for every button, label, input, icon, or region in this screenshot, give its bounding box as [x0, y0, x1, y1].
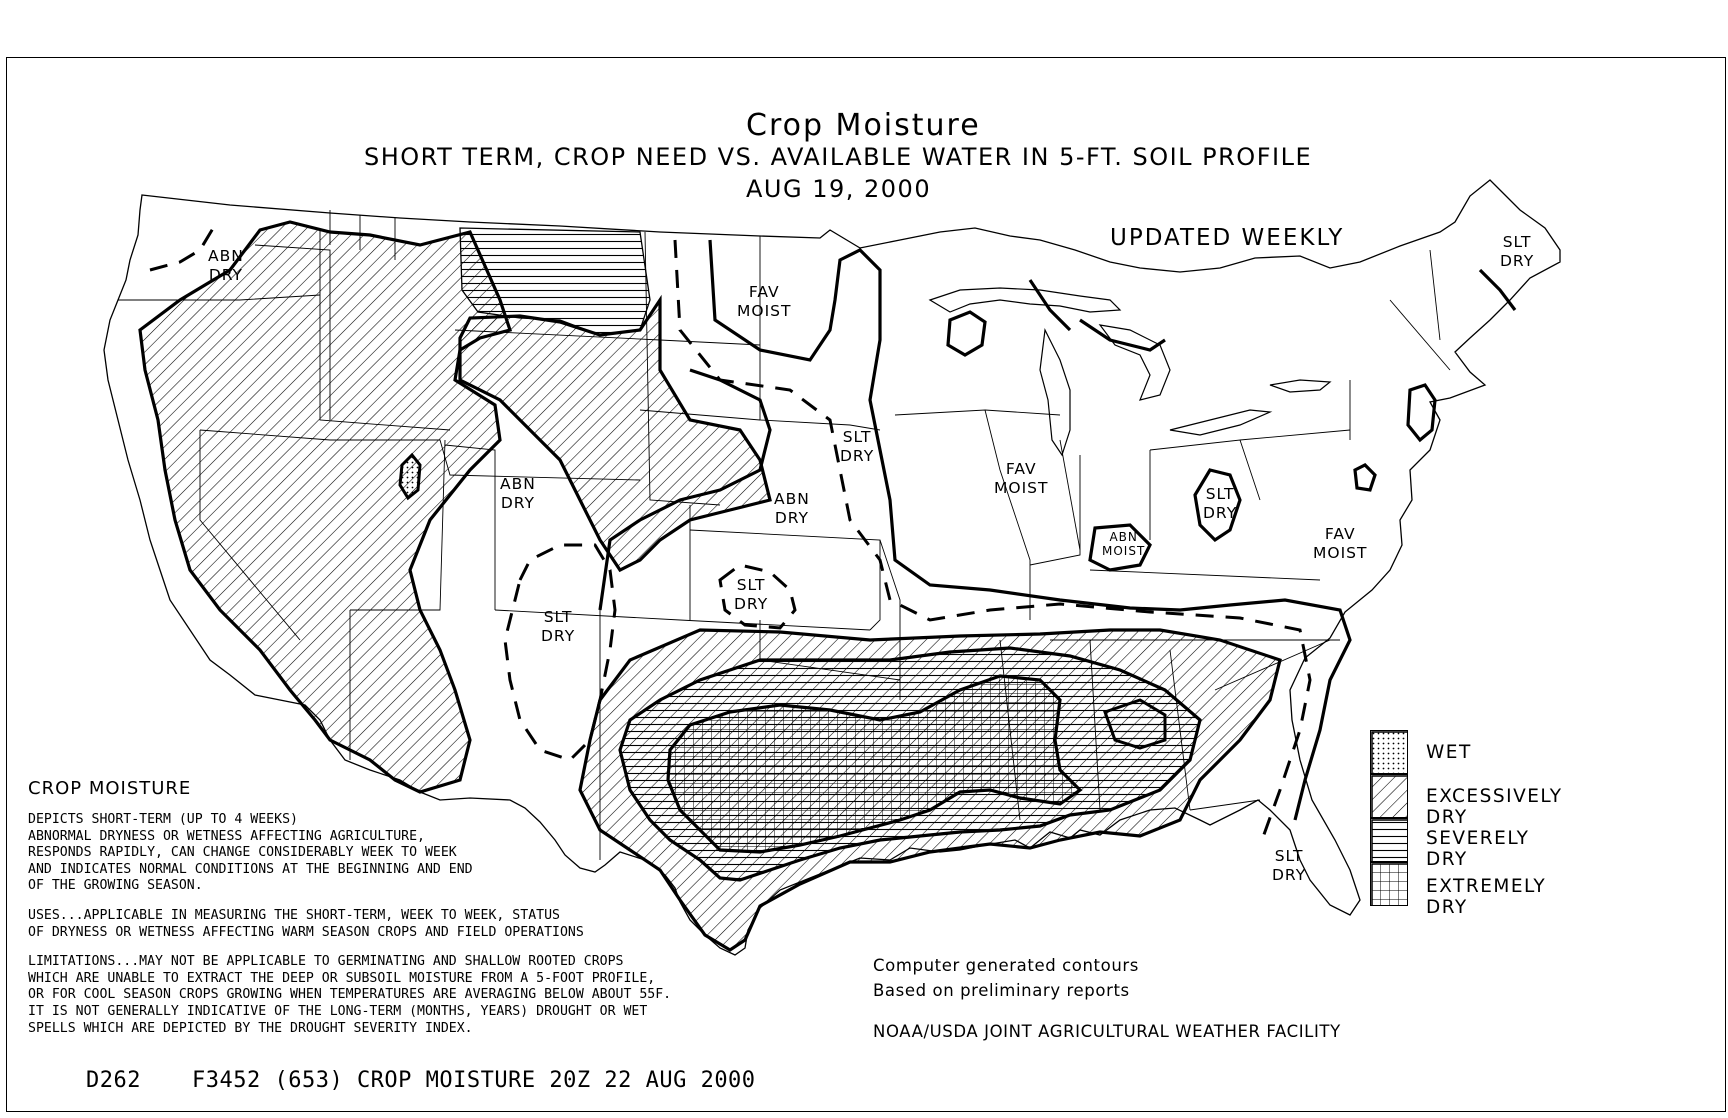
lake-erie — [1170, 410, 1270, 435]
credit-line-1: Computer generated contours — [873, 956, 1139, 975]
notes-limitations: LIMITATIONS...MAY NOT BE APPLICABLE TO GERMINATING AND SHALLOW ROOTED CROPS WHICH ARE UNABLE TO EXTRACT THE DEEP OR SUBSOIL MOISTURE FROM A 5-FOOT PROFILE, OR FOR COOL SEASON CROPS GROWING WHEN TEMPERATURES ARE AVERAGING BELOW ABOUT 55F. IT IS NOT GENERALLY INDICATIVE OF THE LONG-TERM (MONTHS, YEARS) DROUGHT OR WET SPELLS WHICH ARE DEPICTED BY THE DROUGHT SEVERITY INDEX. — [28, 954, 672, 1036]
region-label-fl-slt-dry: SLT DRY — [1272, 847, 1307, 884]
notes-body — [28, 812, 671, 1050]
update-note: UPDATED WEEKLY — [1110, 225, 1345, 251]
map-title: Crop Moisture — [746, 108, 981, 143]
lake-superior — [930, 288, 1120, 312]
region-label-in-abn-moist: ABN MOIST — [1102, 530, 1146, 558]
notes-heading: CROP MOISTURE — [28, 778, 192, 799]
notes-description: DEPICTS SHORT-TERM (UP TO 4 WEEKS) ABNORMAL DRYNESS OR WETNESS AFFECTING AGRICULTURE, RESPONDS RAPIDLY, CAN CHANGE CONSIDERABLY WEEK TO WEEK AND INDICATES NORMAL CONDITIONS AT THE BEGINNING AND END OF THE GROWING SEASON. — [28, 812, 473, 894]
region-label-nd-fav-moist: FAV MOIST — [737, 283, 792, 320]
lake-huron — [1100, 325, 1170, 400]
footer-product: F3452 (653) CROP MOISTURE 20Z 22 AUG 2000 — [192, 1068, 756, 1093]
region-label-me-slt-dry: SLT DRY — [1500, 233, 1535, 270]
map-date: AUG 19, 2000 — [746, 175, 932, 203]
region-label-il-fav-moist: FAV MOIST — [994, 460, 1049, 497]
region-label-nm-slt-dry: SLT DRY — [541, 608, 576, 645]
region-label-ks-slt-dry: SLT DRY — [734, 576, 769, 613]
region-label-mn-slt-dry: SLT DRY — [840, 428, 875, 465]
region-label-co-abn-dry: ABN DRY — [500, 475, 536, 512]
credit-agency: NOAA/USDA JOINT AGRICULTURAL WEATHER FACILITY — [873, 1022, 1341, 1041]
legend-swatch-extremely-dry — [1370, 862, 1408, 906]
legend-swatch-severely-dry — [1370, 818, 1408, 862]
legend-swatch-wet — [1370, 730, 1408, 774]
lake-ontario — [1270, 380, 1330, 392]
region-label-va-fav-moist: FAV MOIST — [1313, 525, 1368, 562]
region-label-nw-abn-dry: ABN DRY — [208, 247, 244, 284]
region-label-oh-slt-dry: SLT DRY — [1203, 485, 1238, 522]
notes-uses: USES...APPLICABLE IN MEASURING THE SHORT-TERM, WEEK TO WEEK, STATUS OF DRYNESS OR WETNESS AFFECTING WARM SEASON CROPS AND FIELD OPERATIONS — [28, 907, 584, 940]
high-plains-excessively-dry-area — [460, 300, 770, 570]
legend-swatch-excessively-dry — [1370, 774, 1408, 818]
lake-michigan — [1040, 330, 1070, 455]
credit-line-2: Based on preliminary reports — [873, 981, 1130, 1000]
footer-code: D262 — [86, 1068, 141, 1093]
region-label-sd-abn-dry: ABN DRY — [774, 490, 810, 527]
west-excessively-dry-area — [140, 222, 510, 792]
map-subtitle: SHORT TERM, CROP NEED VS. AVAILABLE WATER IN 5-FT. SOIL PROFILE — [364, 143, 1313, 171]
